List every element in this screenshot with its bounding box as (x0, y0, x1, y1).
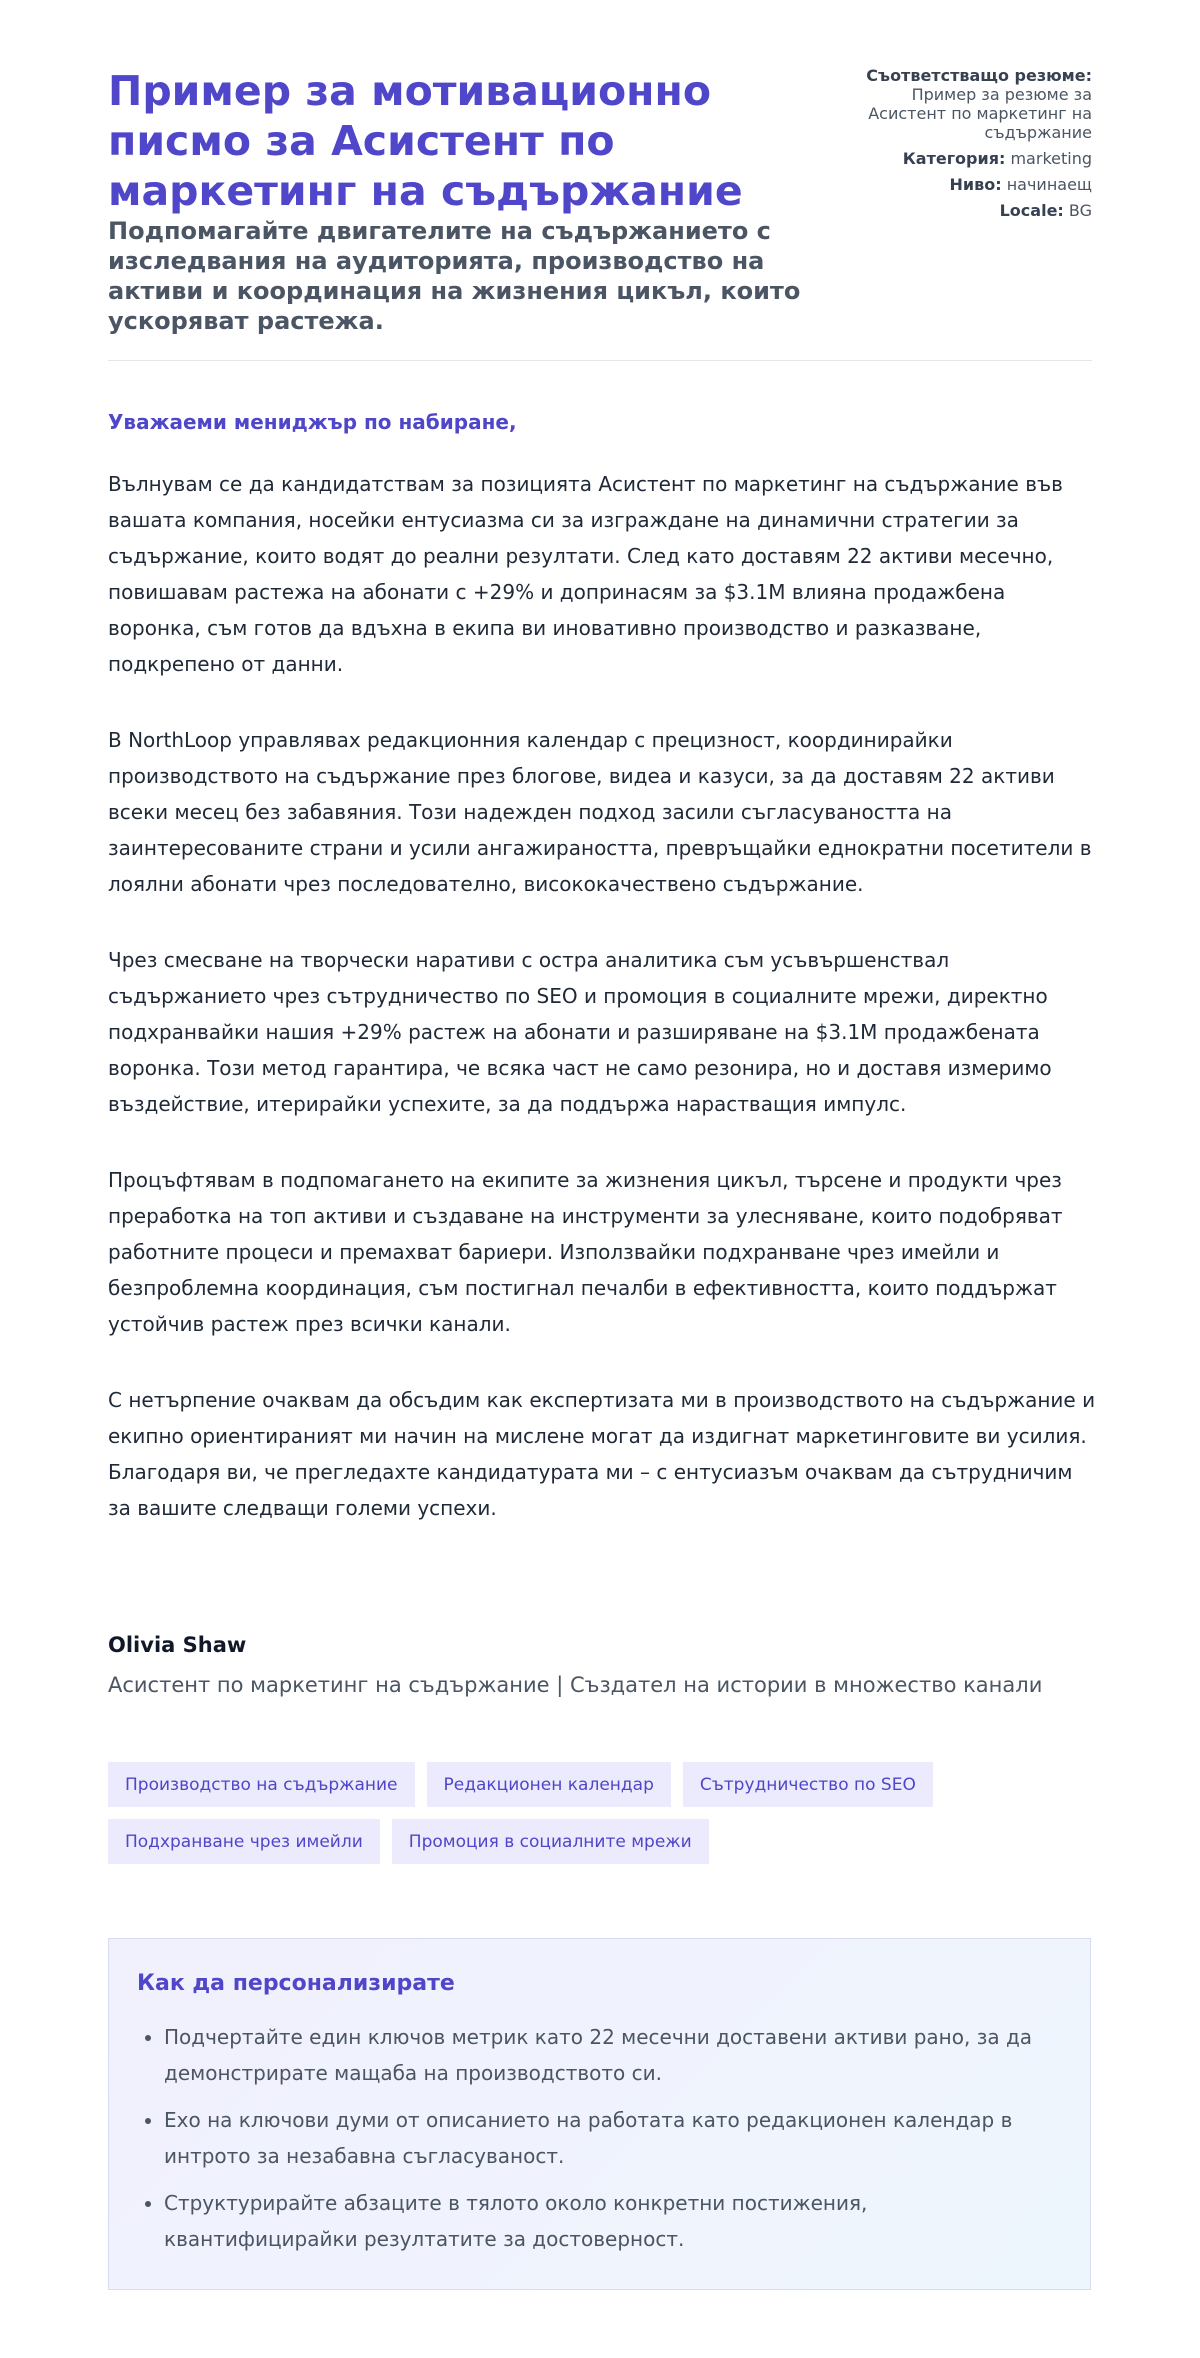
meta-category-key: Категория: (902, 149, 1006, 168)
letter-paragraph: Вълнувам се да кандидатствам за позицията Асистент по маркетинг на съдържание във вашата компания, носейки ентусиазма си за изграждане на динамични стратегии за съдържание, които водят до реални резултати. След като доставям 22 активи месечно, повишавам растежа на абонати с +29% и допринасям за $3.1M влияна продажбена воронка, съм готов да вдъхна в екипа ви иновативно производство и разказване, подкрепено от данни. (108, 472, 1063, 676)
signature-block (108, 1630, 1098, 1700)
meta-category (852, 149, 1092, 168)
letter-greeting: Уважаеми мениджър по набиране, (108, 410, 517, 434)
header (108, 0, 1092, 335)
skill-tag: Сътрудничество по SEO (683, 1762, 933, 1807)
page-title: Пример за мотивационно писмо за Асистент по маркетинг на съдържание (108, 67, 743, 215)
skill-tags (108, 1762, 1008, 1864)
meta-locale-key: Locale: (999, 201, 1064, 220)
meta-locale (852, 201, 1092, 220)
page-subtitle: Подпомагайте двигателите на съдържанието с изследвания на аудиторията, производство на активи и координация на жизнения цикъл, които ускоряват растежа. (108, 217, 801, 335)
meta-resume (852, 66, 1092, 142)
letter-paragraph: Процъфтявам в подпомагането на екипите за жизнения цикъл, търсене и продукти чрез преработка на топ активи и създаване на инструменти за улесняване, които подобряват работните процеси и премахват бариери. Използвайки подхранване чрез имейли и безпроблемна координация, съм постигнал печалби в ефективността, които поддържат устойчив растеж през всички канали. (108, 1168, 1063, 1336)
meta-locale-value: BG (1068, 201, 1092, 220)
meta-level-value: начинаещ (1006, 175, 1092, 194)
letter-paragraph: Чрез смесване на творчески наративи с остра аналитика съм усъвършенствал съдържанието чрез сътрудничество по SEO и промоция в социалните мрежи, директно подхранвайки нашия +29% растеж на абонати и разширяване на $3.1M продажбената воронка. Този метод гарантира, че всяка част не само резонира, но и доставя измеримо въздействие, итерирайки успехите, за да поддържа нарастващия импулс. (108, 948, 1052, 1116)
tip-item: • Структурирайте абзаците в тялото около конкретни постижения, квантифицирайки резултатите за достоверност. (164, 2185, 1062, 2257)
meta-resume-key: Съответстващо резюме: (866, 66, 1092, 85)
skill-tag: Промоция в социалните мрежи (392, 1819, 709, 1864)
customization-tips (108, 1938, 1091, 2290)
tips-title: Как да персонализирате (137, 1971, 455, 1996)
skill-tag: Производство на съдържание (108, 1762, 415, 1807)
letter-paragraph: В NorthLoop управлявах редакционния календар с прецизност, координирайки производството на съдържание през блогове, видеа и казуси, за да доставям 22 активи всеки месец без забавяния. Този надежден подход засили съгласуваността на заинтересованите страни и усили ангажираността, превръщайки еднократни посетители в лоялни абонати чрез последователно, висококачествено съдържание. (108, 728, 1092, 896)
meta-category-value: marketing (1010, 149, 1092, 168)
tip-item: • Ехо на ключови думи от описанието на работата като редакционен календар в интрото за незабавна съгласуваност. (164, 2102, 1062, 2174)
header-divider (108, 360, 1092, 361)
letter-body (108, 466, 1098, 1566)
signature-title: Асистент по маркетинг на съдържание | Създател на истории в множество канали (108, 1673, 1043, 1697)
meta-panel (852, 66, 1092, 227)
signature-name: Olivia Shaw (108, 1633, 247, 1657)
skill-tag: Подхранване чрез имейли (108, 1819, 380, 1864)
tips-list (137, 2019, 1062, 2257)
tip-item: • Подчертайте един ключов метрик като 22 месечни доставени активи рано, за да демонстрирате мащаба на производството си. (164, 2019, 1062, 2091)
letter-paragraph: С нетърпение очаквам да обсъдим как експертизата ми в производството на съдържание и екипно ориентираният ми начин на мислене могат да издигнат маркетинговите ви усилия. Благодаря ви, че прегледахте кандидатурата ми – с ентусиазъм очаквам да сътрудничим за вашите следващи големи успехи. (108, 1388, 1096, 1520)
meta-resume-value[interactable]: Пример за резюме за Асистент по маркетинг на съдържание (868, 85, 1092, 142)
meta-level (852, 175, 1092, 194)
skill-tag: Редакционен календар (427, 1762, 671, 1807)
meta-level-key: Ниво: (949, 175, 1002, 194)
